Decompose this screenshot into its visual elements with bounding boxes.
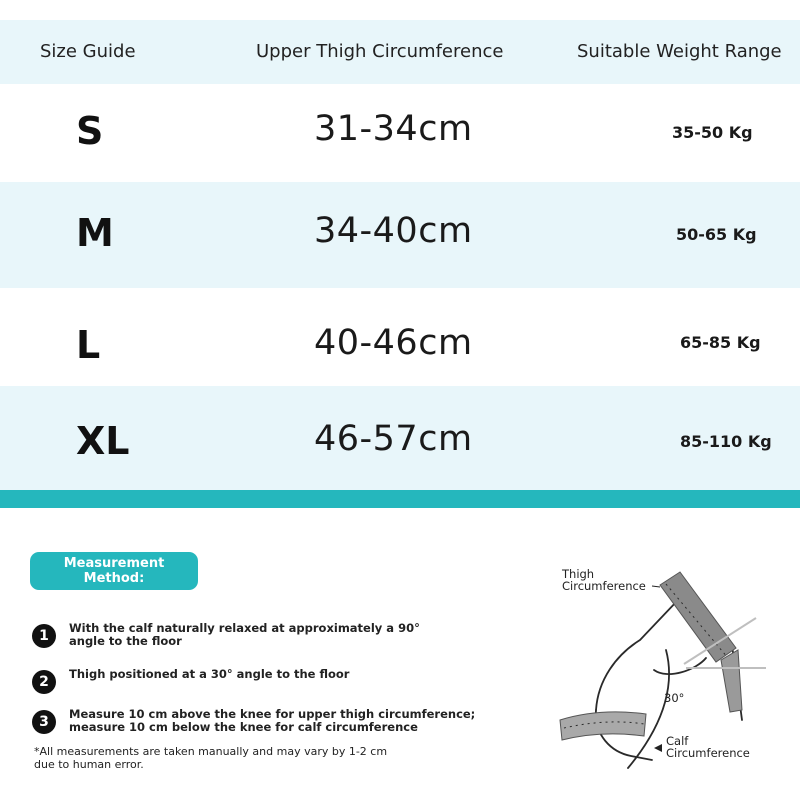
angle-label: 30° (664, 691, 685, 705)
calf-pointer-arrow (654, 744, 662, 752)
size-cell: S (76, 109, 104, 153)
step-text-line: angle to the floor (69, 634, 182, 648)
method-title-line2: Method: (83, 571, 145, 586)
weight-cell: 65-85 Kg (680, 333, 761, 352)
weight-cell: 35-50 Kg (672, 123, 753, 142)
measurement-method-badge (30, 552, 198, 590)
table-header-row (0, 20, 800, 84)
weight-cell: 50-65 Kg (676, 225, 757, 244)
thigh-cell: 31-34cm (314, 109, 473, 149)
header-thigh-circumference: Upper Thigh Circumference (256, 41, 504, 62)
table-row (0, 182, 800, 288)
step-text-line: measure 10 cm below the knee for calf circumference (69, 720, 418, 734)
table-row (0, 386, 800, 490)
thigh-cell: 46-57cm (314, 419, 473, 459)
leg-measurement-diagram (556, 560, 800, 785)
step-number-badge: 2 (32, 670, 56, 694)
note-line: due to human error. (34, 758, 144, 771)
step-text (69, 622, 420, 648)
thigh-cell: 40-46cm (314, 323, 473, 363)
size-cell: M (76, 211, 114, 255)
note-line: *All measurements are taken manually and may vary by 1-2 cm (34, 745, 388, 758)
table-row (0, 84, 800, 182)
step-text (69, 708, 475, 734)
method-title-line1: Measurement (63, 556, 165, 571)
header-size-guide: Size Guide (40, 41, 136, 62)
weight-cell: 85-110 Kg (680, 432, 772, 451)
step-text-line: Measure 10 cm above the knee for upper thigh circumference; (69, 707, 476, 721)
calf-label-line2: Circumference (666, 746, 750, 760)
thigh-label-line2: Circumference (562, 579, 646, 593)
header-weight-range: Suitable Weight Range (577, 41, 782, 62)
section-divider-bar (0, 490, 800, 508)
size-cell: XL (76, 419, 130, 463)
disclaimer-note (34, 745, 387, 771)
top-margin (0, 0, 800, 20)
calf-label-line1: Calf (666, 734, 689, 748)
thigh-pointer-arrow (652, 586, 660, 587)
thigh-cell: 34-40cm (314, 211, 473, 251)
table-row (0, 288, 800, 386)
step-text (69, 668, 349, 681)
calf-tape (560, 712, 646, 740)
step-text-line: Thigh positioned at a 30° angle to the floor (69, 667, 350, 681)
thigh-label-line1: Thigh (562, 567, 595, 581)
step-text-line: With the calf naturally relaxed at approximately a 90° (69, 621, 420, 635)
size-cell: L (76, 323, 101, 367)
step-number-badge: 1 (32, 624, 56, 648)
step-number-badge: 3 (32, 710, 56, 734)
